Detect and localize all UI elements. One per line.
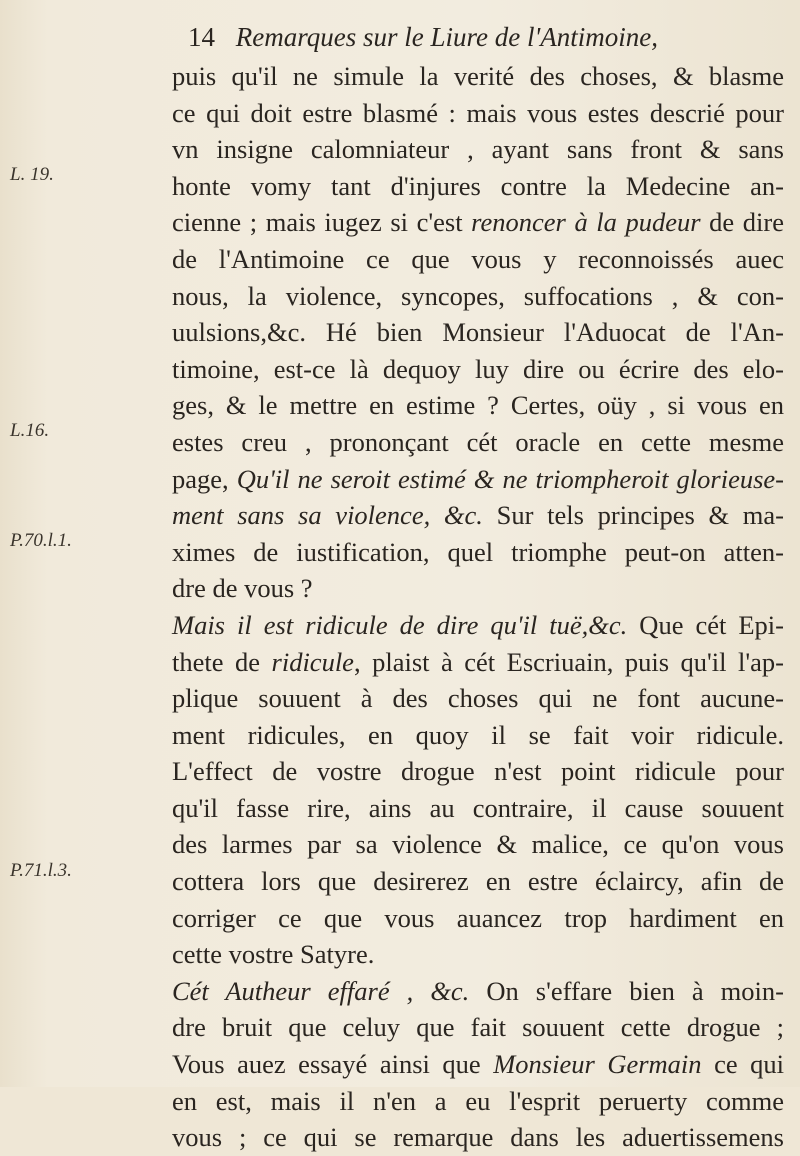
text-line	[172, 644, 784, 681]
body-text	[172, 58, 784, 1156]
text-line	[172, 826, 784, 863]
margin-note: P.71.l.3.	[10, 860, 72, 881]
italic-run: Cét Autheur effaré , &c.	[172, 975, 470, 1006]
text-run: en est, mais il n'en a eu l'esprit peruerty comme	[172, 1085, 784, 1116]
text-run: ment ridicules, en quoy il se fait voir ridicule.	[172, 719, 784, 750]
text-run: nous, la violence, syncopes, suffocations , & con-	[172, 280, 784, 311]
text-run: cienne ; mais iugez si c'est	[172, 207, 472, 238]
text-line	[172, 58, 784, 95]
text-line	[172, 168, 784, 205]
text-line	[172, 314, 784, 351]
text-line	[172, 424, 784, 461]
text-line	[172, 753, 784, 790]
text-line	[172, 936, 784, 973]
text-line	[172, 351, 784, 388]
text-run: vn insigne calomniateur , ayant sans front & sans	[172, 134, 784, 165]
text-run: cette vostre Satyre.	[172, 939, 375, 970]
text-line	[172, 863, 784, 900]
text-line	[172, 1046, 784, 1083]
text-run: timoine, est-ce là dequoy luy dire ou écrire des elo-	[172, 353, 784, 384]
running-title: Remarques sur le Liure de l'Antimoine,	[235, 22, 658, 52]
text-run: , plaist à cét Escriuain, puis qu'il l'ap-	[353, 646, 784, 677]
text-run: estes creu , prononçant cét oracle en cette mesme	[172, 426, 784, 457]
text-run: On s'effare bien à moin-	[469, 975, 784, 1006]
text-line	[172, 790, 784, 827]
italic-run: Mais il est ridicule de dire qu'il tuë,&c.	[172, 609, 628, 640]
text-run: plique souuent à des choses qui ne font aucune-	[172, 683, 784, 714]
italic-run: ridicule	[271, 646, 354, 677]
text-run: qu'il fasse rire, ains au contraire, il cause souuent	[172, 792, 784, 823]
text-run: de l'Antimoine ce que vous y reconnoissés auec	[172, 243, 784, 274]
text-run: cottera lors que desirerez en estre éclaircy, afin de	[172, 866, 784, 897]
text-run: Vous auez essayé ainsi que	[172, 1049, 494, 1080]
text-run: corriger ce que vous auancez trop hardiment en	[172, 902, 784, 933]
text-run: uulsions,&c. Hé bien Monsieur l'Aduocat de l'An-	[172, 317, 784, 348]
text-line	[172, 534, 784, 571]
page-number: 14	[188, 22, 215, 52]
text-run: de dire	[700, 207, 784, 238]
text-line	[172, 204, 784, 241]
text-line	[172, 1083, 784, 1120]
text-line	[172, 900, 784, 937]
text-run: L'effect de vostre drogue n'est point ridicule pour	[172, 756, 784, 787]
text-line	[172, 1119, 784, 1156]
text-line	[172, 570, 784, 607]
text-run: puis qu'il ne simule la verité des choses, & blasme	[172, 61, 784, 91]
text-line	[172, 461, 784, 498]
running-header	[188, 22, 728, 53]
italic-run: renoncer à la pudeur	[471, 207, 701, 238]
text-run: Que cét Epi-	[627, 609, 784, 640]
text-line	[172, 95, 784, 132]
text-run: honte vomy tant d'injures contre la Medecine an-	[172, 170, 784, 201]
text-run: dre bruit que celuy que fait souuent cette drogue ;	[172, 1012, 784, 1043]
text-line	[172, 497, 784, 534]
text-line	[172, 607, 784, 644]
text-line	[172, 717, 784, 754]
margin-note: P.70.l.1.	[10, 530, 72, 551]
text-line	[172, 241, 784, 278]
text-run: Sur tels principes & ma-	[482, 500, 784, 531]
italic-run: Qu'il ne seroit estimé & ne triompheroit glorieuse-	[236, 463, 784, 494]
text-run: dre de vous ?	[172, 573, 313, 604]
margin-note: L. 19.	[10, 164, 54, 185]
text-run: ges, & le mettre en estime ? Certes, oüy , si vous en	[172, 390, 784, 421]
text-run: des larmes par sa violence & malice, ce qu'on vous	[172, 829, 784, 860]
text-line	[172, 1009, 784, 1046]
text-run: ximes de iustification, quel triomphe peut-on atten-	[172, 536, 784, 567]
text-line	[172, 680, 784, 717]
italic-run: ment sans sa violence, &c.	[172, 500, 483, 531]
margin-note: L.16.	[10, 420, 50, 441]
text-line	[172, 131, 784, 168]
text-run: page,	[172, 463, 237, 494]
text-run: ce qui	[701, 1049, 784, 1080]
text-run: thete de	[172, 646, 272, 677]
text-run: ce qui doit estre blasmé : mais vous estes descrié pour	[172, 97, 784, 128]
text-line	[172, 973, 784, 1010]
italic-run: Monsieur Germain	[493, 1049, 702, 1080]
text-run: vous ; ce qui se remarque dans les aduertissemens	[172, 1122, 784, 1153]
text-line	[172, 387, 784, 424]
text-line	[172, 278, 784, 315]
